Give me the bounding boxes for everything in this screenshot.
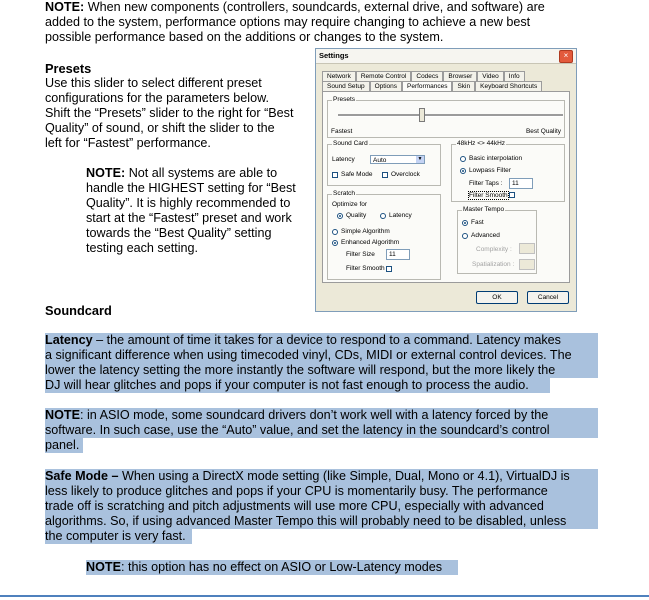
best-quality-label: Best Quality [525,128,561,135]
presets-line-5: left for “Fastest” performance. [45,136,211,150]
note-label: NOTE [86,560,121,574]
latency-label: Latency [45,333,93,347]
master-tempo-group-label: Master Tempo [463,206,505,213]
intro-line-2: added to the system, performance options may require changing to achieve a new best [45,15,531,29]
settings-dialog [315,48,577,312]
tab-skin[interactable]: Skin [452,81,475,91]
latency-line-3: lower the latency setting the more instantly the software will respond, but the more likely the [45,363,598,378]
filter-taps-label: Filter Taps : [469,180,503,187]
tab-keyboard-shortcuts[interactable]: Keyboard Shortcuts [475,81,542,91]
spatialization-input[interactable] [519,259,535,270]
overclock-label: Overclock [391,171,420,178]
latency-label: Latency [332,156,355,163]
performances-panel [322,91,570,283]
tab-network[interactable]: Network [322,71,356,81]
ok-button[interactable]: OK [476,291,518,304]
note-label: NOTE: [86,166,126,180]
resample-group [451,140,565,202]
latency-line-1 [45,333,598,348]
simple-algorithm-radio[interactable] [332,229,338,235]
text: : this option has no effect on ASIO or Low-Latency modes [120,560,443,574]
text: Not all systems are able to [128,166,278,180]
presets-line-1: Use this slider to select different preset [45,76,262,90]
optimize-for-label: Optimize for [332,201,368,208]
filter-taps-input[interactable]: 11 [509,178,533,189]
fast-label: Fast [471,219,484,226]
text: When new components (controllers, soundcards, external drive, and software) are [87,0,545,14]
presets-line-4: Quality” of sound, or shift the slider to the [45,121,275,135]
tab-info[interactable]: Info [504,71,525,81]
safe-mode-line-1 [45,469,598,484]
tab-remote-control[interactable]: Remote Control [356,71,412,81]
safe-mode-line-2: less likely to produce glitches and pops if your CPU is momentarily busy. The performance [45,484,598,499]
latency-value: Auto [373,157,387,164]
tab-performances[interactable]: Performances [402,81,452,91]
basic-interpolation-label: Basic interpolation [469,155,523,162]
intro-line-3: possible performance based on the additions or changes to the system. [45,30,444,44]
resample-group-label: 48kHz <> 44kHz [457,140,506,147]
presets-line-2: configurations for the parameters below. [45,91,270,105]
safe-mode-checkbox-label: Safe Mode [341,171,373,178]
asio-note-line-3: panel. [45,438,83,453]
enhanced-algorithm-label: Enhanced Algorithm [341,239,400,246]
presets-slider-thumb[interactable] [419,108,425,122]
presets-note-line-2: handle the HIGHEST setting for “Best [86,181,296,195]
presets-note-line-3: Quality”. It is highly recommended to [86,196,291,210]
latency-select[interactable] [370,155,425,164]
filter-smooth-label: Filter Smooth [346,265,385,272]
presets-group [327,96,565,138]
basic-interpolation-radio[interactable] [460,156,466,162]
safe-mode-label: Safe Mode – [45,469,119,483]
master-tempo-group [457,206,537,274]
tab-video[interactable]: Video [477,71,504,81]
complexity-input[interactable] [519,243,535,254]
asio-note-line-1 [45,408,598,423]
tab-row-1 [322,71,525,81]
text: When using a DirectX mode setting (like Simple, Dual, Mono or 4.1), VirtualDJ is [118,469,570,483]
scratch-group-label: Scratch [333,190,356,197]
lowpass-filter-radio[interactable] [460,168,466,174]
note-label: NOTE [45,408,80,422]
latency-radio-label: Latency [389,212,412,219]
tab-options[interactable]: Options [370,81,402,91]
fastest-label: Fastest [331,128,353,135]
presets-line-3: Shift the “Presets” slider to the right for “Best [45,106,294,120]
filter-size-input[interactable]: 11 [386,249,410,260]
chevron-down-icon[interactable]: ▼ [417,156,423,162]
safe-mode-line-4: algorithms. So, if using advanced Master Tempo this will probably need to be disabled, unless [45,514,598,529]
text: : in ASIO mode, some soundcard drivers don’t work well with a latency forced by the [79,408,549,422]
tab-row-2 [322,81,542,91]
presets-note-line-5: towards the “Best Quality” setting [86,226,272,240]
enhanced-algorithm-radio[interactable] [332,240,338,246]
filter-size-label: Filter Size [346,251,375,258]
dialog-title: Settings [316,49,576,64]
tab-codecs[interactable]: Codecs [411,71,443,81]
tab-browser[interactable]: Browser [443,71,477,81]
safe-mode-line-5: the computer is very fast. [45,529,192,544]
bottom-rule [0,595,649,597]
sound-card-group-label: Sound Card [333,140,368,147]
presets-heading: Presets [45,61,92,76]
presets-group-label: Presets [333,96,356,103]
quality-radio[interactable] [337,213,343,219]
advanced-radio[interactable] [462,233,468,239]
fast-radio[interactable] [462,220,468,226]
sound-card-group [327,140,441,186]
filter-smooth-label-2: Filter Smooth [469,192,508,199]
presets-note-line-1 [86,166,305,181]
scratch-group [327,190,441,280]
safe-mode-line-3: trade off is scratching and pitch adjustments will use more CPU, especially with advanced [45,499,598,514]
text: – the amount of time it takes for a device to respond to a command. Latency makes [92,333,561,347]
presets-slider-track[interactable] [338,114,563,117]
presets-note-line-4: start at the “Fastest” preset and work [86,211,292,225]
safe-mode-checkbox[interactable] [332,172,338,178]
complexity-label: Complexity : [476,246,512,253]
cancel-button[interactable]: Cancel [527,291,569,304]
filter-smooth-checkbox-2[interactable] [509,192,515,198]
note-label: NOTE: [45,0,85,14]
latency-radio[interactable] [380,213,386,219]
overclock-checkbox[interactable] [382,172,388,178]
filter-smooth-checkbox[interactable] [386,266,392,272]
presets-note-line-6: testing each setting. [86,241,199,255]
close-icon[interactable]: × [559,50,573,63]
quality-label: Quality [346,212,367,219]
intro-line-1 [45,0,598,15]
simple-algorithm-label: Simple Algorithm [341,228,390,235]
asio-note-line-2: software. In such case, use the “Auto” value, and set the latency in the soundcard’s control [45,423,598,438]
latency-line-2: a significant difference when using timecoded vinyl, CDs, MIDI or external control devices. The [45,348,598,363]
spatialization-label: Spatialization : [472,261,515,268]
final-note [86,560,458,575]
advanced-label: Advanced [471,232,500,239]
tab-sound-setup[interactable]: Sound Setup [322,81,370,91]
latency-line-4: DJ will hear glitches and pops if your computer is not fast enough to process the audio. [45,378,550,393]
lowpass-filter-label: Lowpass Filter [469,167,511,174]
soundcard-heading: Soundcard [45,303,112,318]
